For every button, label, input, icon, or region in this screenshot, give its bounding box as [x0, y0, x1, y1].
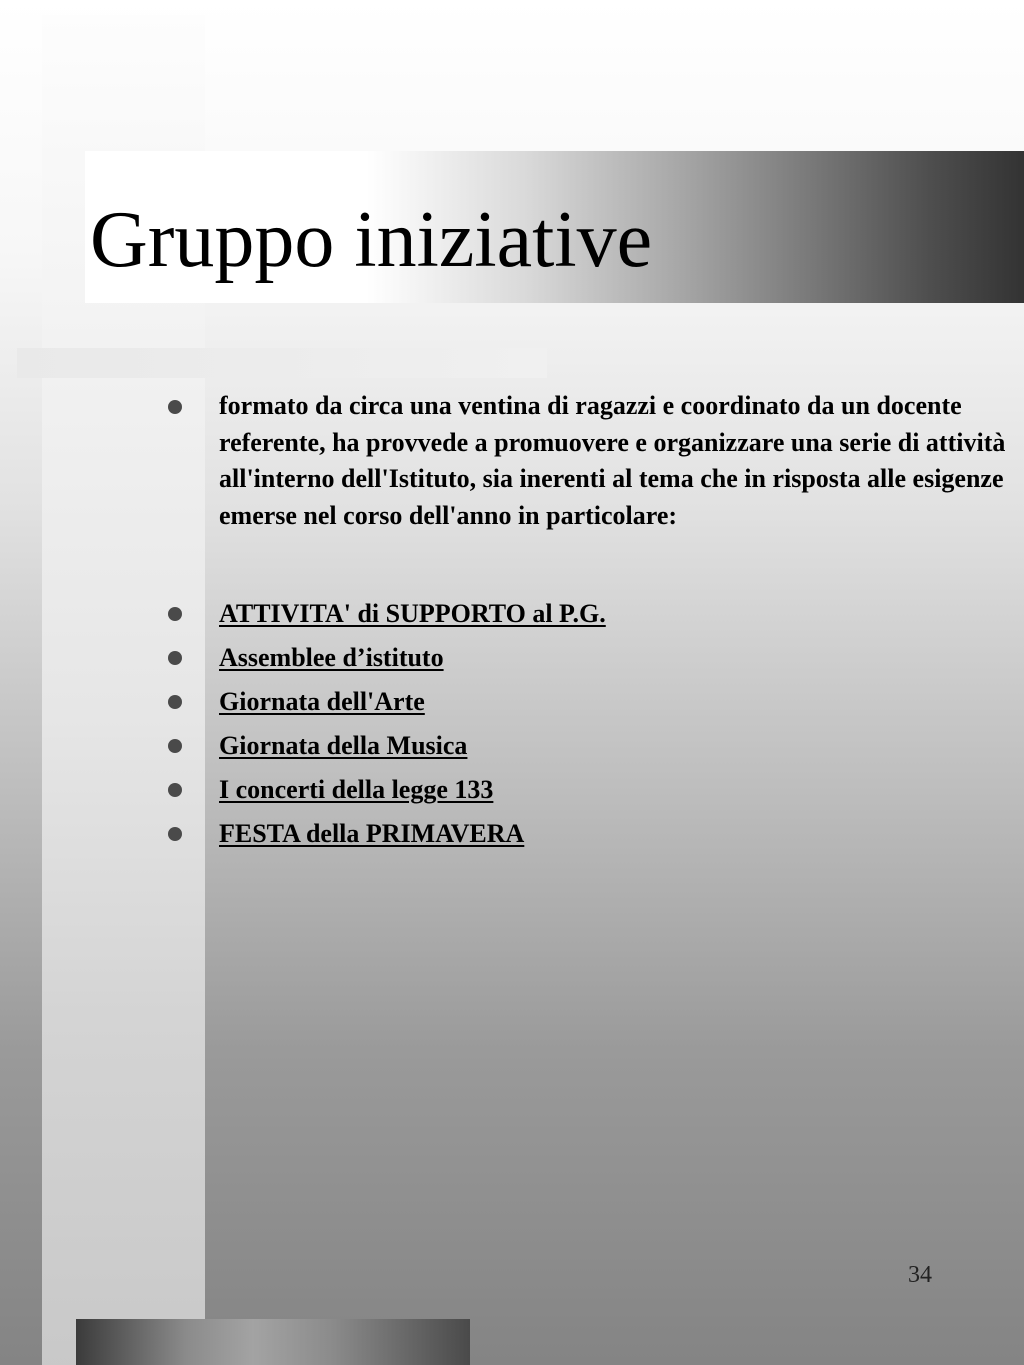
- list-item[interactable]: [165, 768, 1010, 812]
- bullet-icon: [168, 827, 182, 841]
- link-giornata-musica[interactable]: Giornata della Musica: [219, 731, 468, 760]
- bullet-icon: [168, 607, 182, 621]
- bullet-icon: [168, 695, 182, 709]
- list-item[interactable]: [165, 812, 1010, 856]
- list-item[interactable]: [165, 592, 1010, 636]
- link-giornata-arte[interactable]: Giornata dell'Arte: [219, 687, 425, 716]
- link-assemblee-istituto[interactable]: Assemblee d’istituto: [219, 643, 444, 672]
- bullet-icon: [168, 783, 182, 797]
- list-item[interactable]: [165, 680, 1010, 724]
- list-item-intro: [165, 388, 1010, 534]
- intro-text: formato da circa una ventina di ragazzi e coordinato da un docente referente, ha provvede a promuovere e organizzare una serie di attività all'interno dell'Istituto, sia inerenti al tema che in risposta alle esigenze emerse nel corso dell'anno in particolare:: [219, 391, 1006, 530]
- page-number: 34: [908, 1262, 932, 1288]
- bullet-icon: [168, 651, 182, 665]
- bullet-icon: [168, 400, 182, 414]
- decorative-bottom-bar: [76, 1319, 470, 1365]
- link-festa-primavera[interactable]: FESTA della PRIMAVERA: [219, 819, 525, 848]
- link-attivita-supporto[interactable]: ATTIVITA' di SUPPORTO al P.G.: [219, 599, 606, 628]
- bullet-icon: [168, 739, 182, 753]
- slide-title: Gruppo iniziative: [90, 196, 653, 284]
- list-item[interactable]: [165, 724, 1010, 768]
- link-concerti-legge-133[interactable]: I concerti della legge 133: [219, 775, 494, 804]
- list-item[interactable]: [165, 636, 1010, 680]
- bullet-list: [165, 388, 1010, 856]
- decorative-horizontal-strip: [17, 348, 547, 378]
